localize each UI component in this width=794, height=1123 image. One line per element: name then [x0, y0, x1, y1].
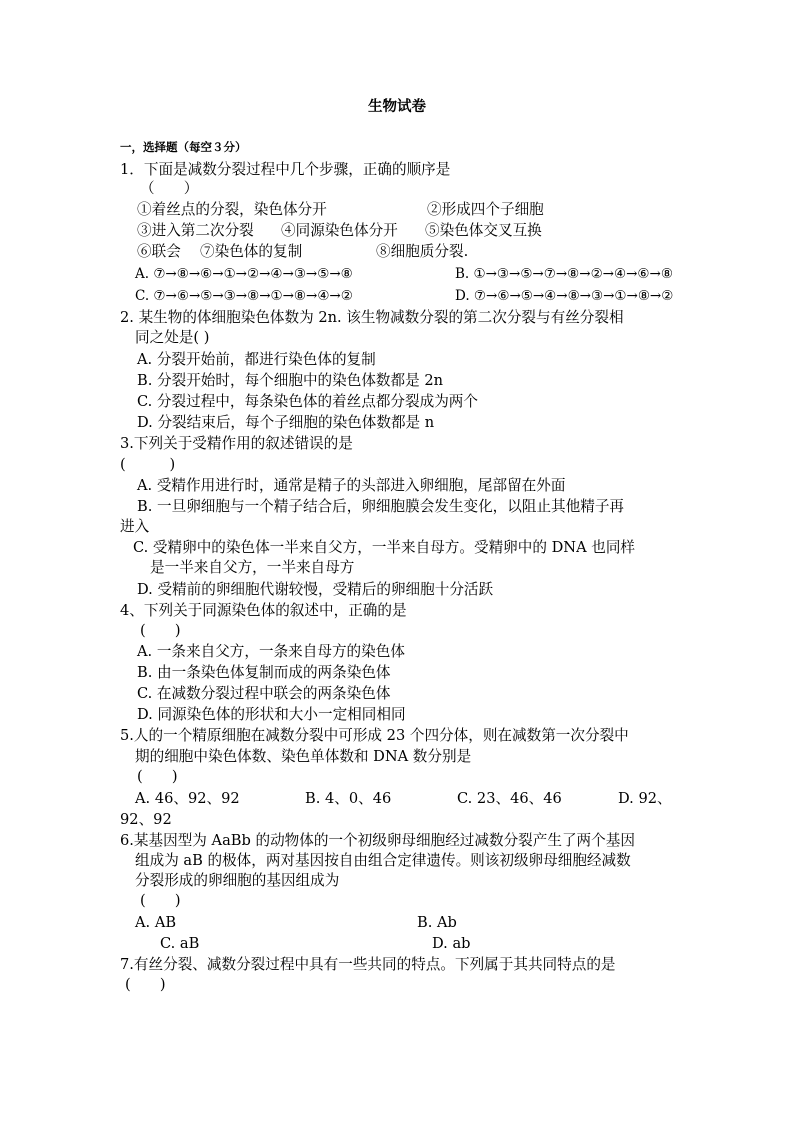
q1-option-d: D. ⑦→⑥→⑤→④→⑧→③→①→⑧→② — [455, 288, 674, 304]
q6-answer-blank: ( ) — [140, 892, 181, 909]
q1-answer-blank: （ ） — [140, 180, 199, 197]
q6-stem-line1: 6.某基因型为 AaBb 的动物体的一个初级卵母细胞经过减数分裂产生了两个基因 — [120, 832, 635, 849]
q7-answer-blank: ( ) — [125, 976, 166, 993]
q5-stem-line1: 5.人的一个精原细胞在减数分裂中可形成 23 个四分体，则在减数第一次分裂中 — [120, 727, 629, 744]
q1-step-7: ⑦染色体的复制 — [200, 243, 303, 260]
q7-stem: 7.有丝分裂、减数分裂过程中具有一些共同的特点。下列属于其共同特点的是 — [120, 956, 616, 973]
section-heading: 一，选择题（每空３分） — [120, 140, 247, 154]
q6-stem-line2: 组成为 aB 的极体，两对基因按自由组合定律遗传。则该初级卵母细胞经减数 — [135, 852, 631, 869]
q1-step-1: ①着丝点的分裂，染色体分开 — [137, 201, 327, 218]
q3-stem: 3.下列关于受精作用的叙述错误的是 — [120, 435, 353, 452]
q4-option-d: D. 同源染色体的形状和大小一定相同相同 — [137, 706, 406, 723]
q5-answer-blank: ( ) — [137, 768, 178, 785]
q4-option-b: B. 由一条染色体复制而成的两条染色体 — [137, 664, 391, 681]
q6-option-a: A. AB — [135, 914, 177, 931]
q3-option-a: A. 受精作用进行时，通常是精子的头部进入卵细胞，尾部留在外面 — [137, 477, 566, 494]
q2-option-b: B. 分裂开始时，每个细胞中的染色体数都是 2n — [137, 372, 444, 389]
q1-option-a: A. ⑦→⑧→⑥→①→②→④→③→⑤→⑧ — [135, 266, 353, 282]
q1-step-5: ⑤染色体交叉互换 — [425, 222, 542, 239]
q2-option-c: C. 分裂过程中，每条染色体的着丝点都分裂成为两个 — [137, 393, 478, 410]
q4-answer-blank: ( ) — [140, 622, 181, 639]
q1-step-2: ②形成四个子细胞 — [427, 201, 544, 218]
q6-option-c: C. aB — [160, 935, 200, 952]
q1-option-b: B. ①→③→⑤→⑦→⑧→②→④→⑥→⑧ — [455, 266, 673, 282]
q3-option-b-line2: 进入 — [120, 518, 150, 535]
q3-option-c-line2: 是一半来自父方，一半来自母方 — [150, 559, 355, 576]
q6-option-b: B. Ab — [417, 914, 457, 931]
q2-stem-line2: 同之处是( ) — [135, 329, 210, 346]
q5-option-d-continued: 92、92 — [120, 811, 172, 828]
q1-step-8: ⑧细胞质分裂. — [376, 243, 469, 260]
q1-step-6: ⑥联会 — [137, 243, 181, 260]
q3-option-c-line1: C. 受精卵中的染色体一半来自父方，一半来自母方。受精卵中的 DNA 也同样 — [133, 539, 636, 556]
q2-stem-line1: 2. 某生物的体细胞染色体数为 2n. 该生物减数分裂的第二次分裂与有丝分裂相 — [120, 309, 624, 326]
q5-option-c: C. 23、46、46 — [457, 790, 562, 807]
q5-option-b: B. 4、0、46 — [305, 790, 392, 807]
q1-stem: 1．下面是减数分裂过程中几个步骤，正确的顺序是 — [120, 161, 451, 178]
q3-option-b-line1: B. 一旦卵细胞与一个精子结合后，卵细胞膜会发生变化，以阻止其他精子再 — [137, 498, 625, 515]
q5-option-a: A. 46、92、92 — [135, 790, 240, 807]
q1-step-3: ③进入第二次分裂 — [137, 222, 254, 239]
q4-option-c: C. 在减数分裂过程中联会的两条染色体 — [137, 685, 391, 702]
q4-option-a: A. 一条来自父方，一条来自母方的染色体 — [137, 643, 405, 660]
q3-option-d: D. 受精前的卵细胞代谢较慢，受精后的卵细胞十分活跃 — [137, 581, 494, 598]
q5-stem-line2: 期的细胞中染色体数、染色单体数和 DNA 数分别是 — [135, 748, 472, 765]
q2-option-a: A. 分裂开始前，都进行染色体的复制 — [137, 351, 376, 368]
q2-option-d: D. 分裂结束后，每个子细胞的染色体数都是 n — [137, 414, 435, 431]
q1-step-4: ④同源染色体分开 — [281, 222, 398, 239]
q5-option-d: D. 92、 — [618, 790, 672, 807]
q6-stem-line3: 分裂形成的卵细胞的基因组成为 — [135, 872, 340, 889]
q4-stem: 4、下列关于同源染色体的叙述中，正确的是 — [120, 602, 407, 619]
q3-answer-blank: ( ) — [120, 456, 176, 473]
q6-option-d: D. ab — [432, 935, 471, 952]
page-title: 生物试卷 — [368, 98, 426, 115]
q1-option-c: C. ⑦→⑥→⑤→③→⑧→①→⑧→④→② — [135, 288, 353, 304]
